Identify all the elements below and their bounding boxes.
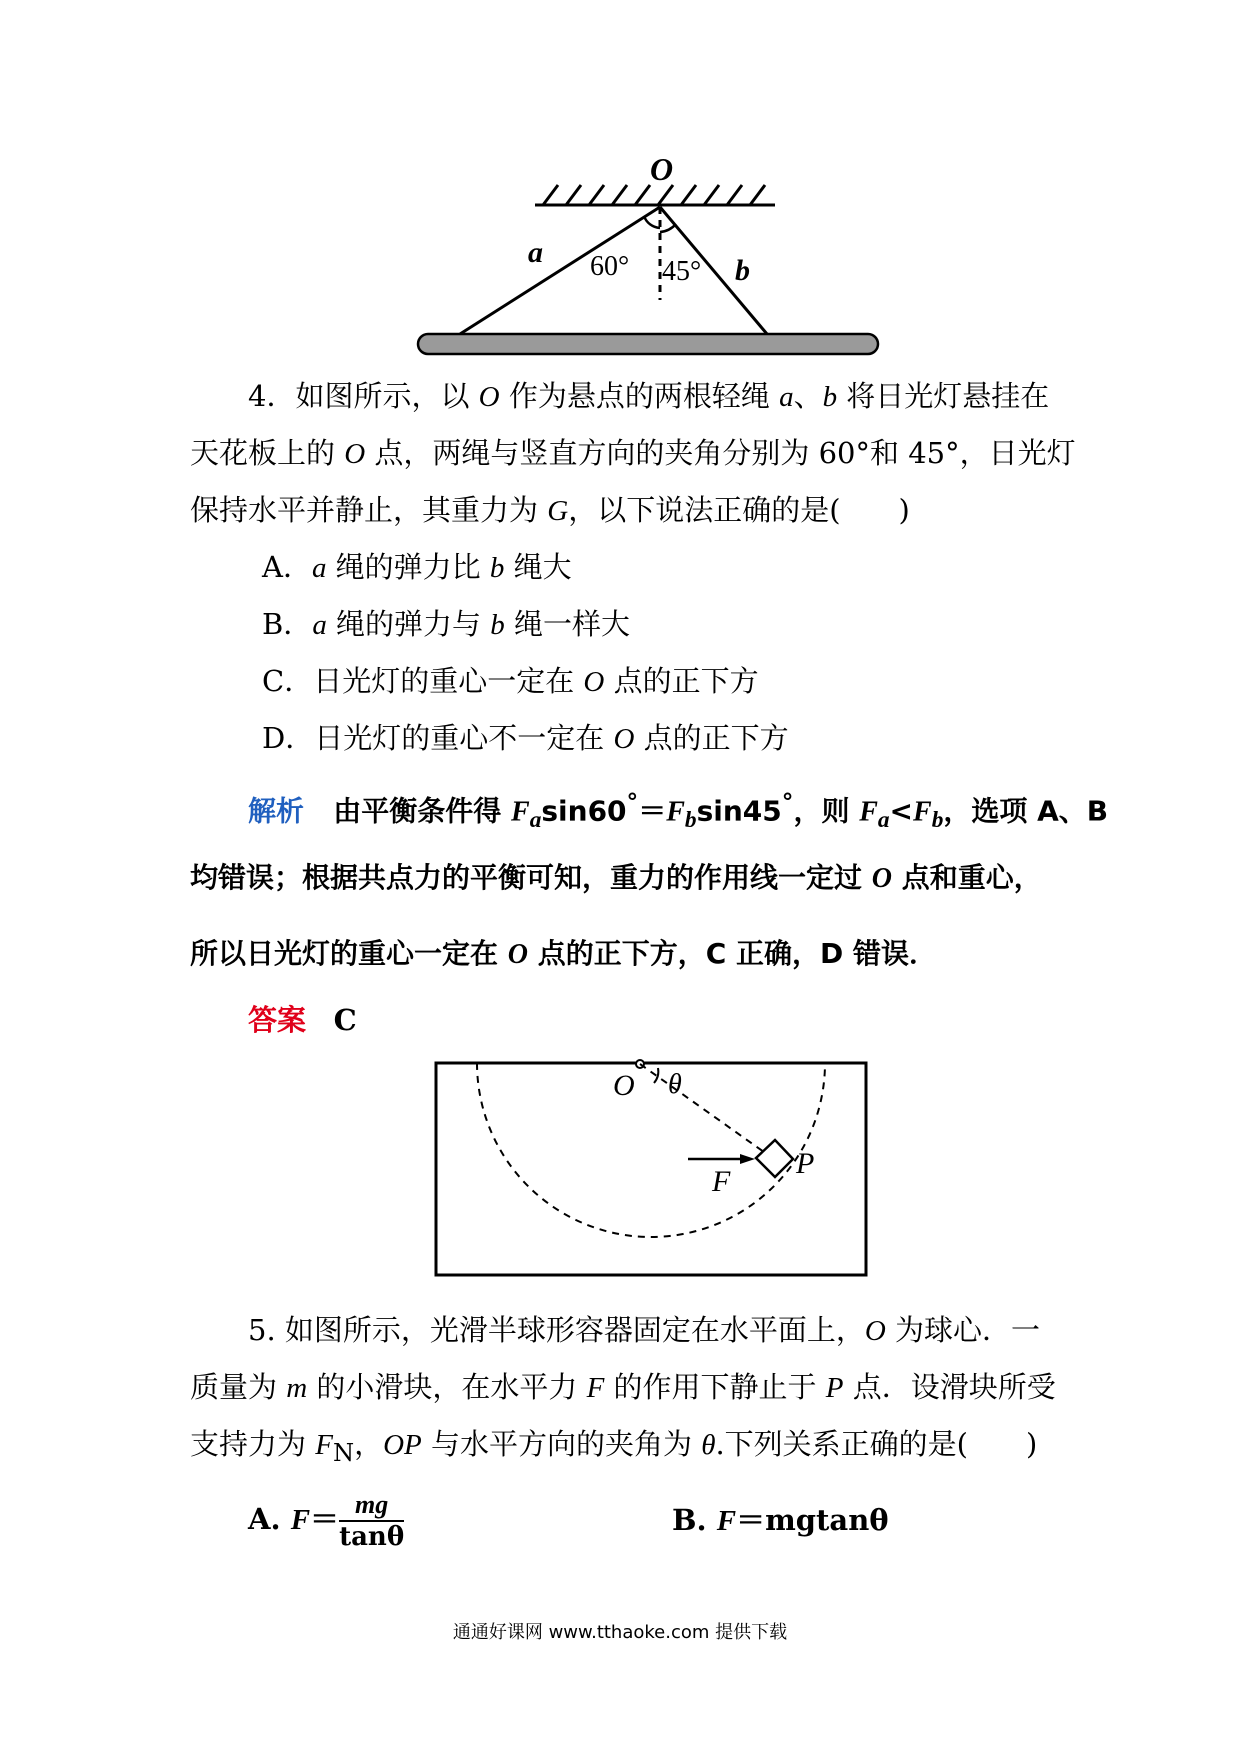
q4-solution-line2: 均错误；根据共点力的平衡可知，重力的作用线一定过 O 点和重心， [190, 861, 1042, 894]
q4-solution-line3: 所以日光灯的重心一定在 O 点的正下方，C 正确，D 错误． [190, 937, 938, 970]
q5-stem-line2: 质量为 m 的小滑块，在水平力 F 的作用下静止于 P 点．设滑块所受 [190, 1370, 1056, 1404]
q4-stem-line2: 天花板上的 O 点，两绳与竖直方向的夹角分别为 60°和 45°，日光灯 [190, 436, 1076, 470]
q4-option-d: D．日光灯的重心不一定在 O 点的正下方 [262, 721, 789, 755]
figure-hemisphere [430, 1055, 875, 1285]
angle-45-label: 45° [662, 256, 702, 287]
page-footer: 通通好课网 www.tthaoke.com 提供下载 [452, 1622, 788, 1643]
point-p-label: P [796, 1147, 815, 1180]
fluorescent-lamp [418, 334, 878, 354]
q4-answer: 答案 C [248, 1003, 357, 1037]
solution-label: 解析 [248, 794, 305, 828]
rope-a [460, 207, 660, 334]
q4-option-a: A．a 绳的弹力比 b 绳大 [262, 550, 572, 584]
q5-stem-line3: 支持力为 $F_N$，OP 与水平方向的夹角为 θ.下列关系正确的是( ) [190, 1427, 1038, 1467]
q4-option-c: C．日光灯的重心一定在 O 点的正下方 [262, 664, 759, 698]
fraction: $\frac{mg}{\tan\theta}$ [339, 1490, 405, 1552]
rope-b-label: b [735, 254, 750, 287]
center-o-label: O [613, 1069, 635, 1102]
angle-60-label: 60° [590, 251, 630, 282]
q4-solution-line1: 解析 由平衡条件得 $F_a\sin 60^\circ=F_b\sin 45^\circ$，则 $F_a<F_b$，选项 A、B [248, 788, 1109, 833]
rope-a-label: a [528, 236, 543, 269]
q4-option-b: B．a 绳的弹力与 b 绳一样大 [262, 607, 630, 641]
figure-lamp-ropes [410, 150, 890, 365]
q4-stem-line1: 4．如图所示，以 O 作为悬点的两根轻绳 a、b 将日光灯悬挂在 [248, 379, 1050, 413]
q5-stem-line1: 5. 如图所示，光滑半球形容器固定在水平面上，O 为球心．一 [248, 1313, 1041, 1347]
q5-option-b: B. F＝mgtanθ [672, 1503, 889, 1537]
theta-label: θ [668, 1069, 682, 1100]
q4-stem-line3: 保持水平并静止，其重力为 G，以下说法正确的是( ) [190, 493, 910, 527]
answer-label: 答案 [248, 1003, 307, 1037]
point-o-label: O [650, 151, 674, 187]
force-f-label: F [712, 1165, 731, 1198]
q5-option-a: A. F＝ $\frac{mg}{\tan\theta}$ [248, 1490, 405, 1552]
